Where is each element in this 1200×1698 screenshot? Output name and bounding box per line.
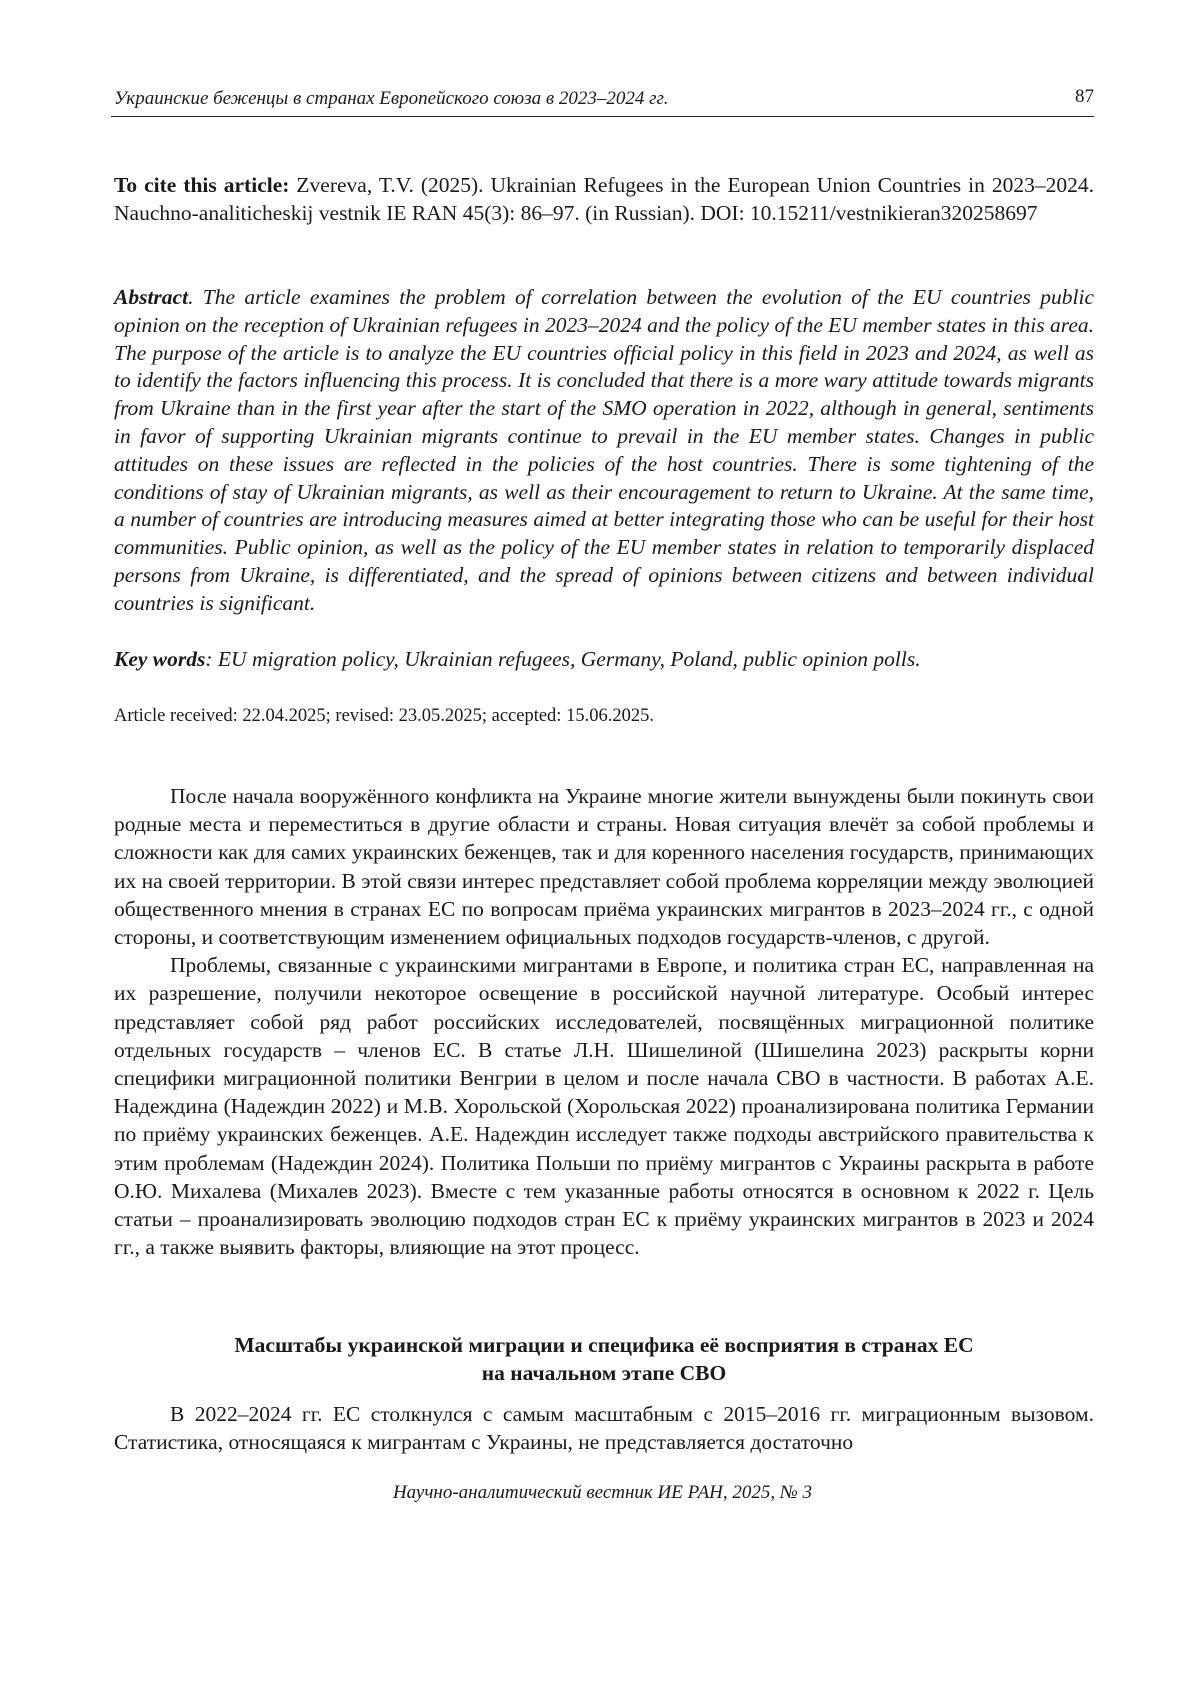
keywords-label: Key words xyxy=(114,647,206,671)
abstract-text: . The article examines the problem of correlation between the evolution of the EU countries public opinion on the reception of Ukrainian refugees in 2023–2024 and the policy of the EU member states in this area. The purpose of the article is to analyze the EU countries official policy in this field in 2023 and 2024, as well as to identify the factors influencing this process. It is concluded that there is a more wary attitude towards migrants from Ukraine than in the first year after the start of the SMO operation in 2022, although in general, sentiments in favor of supporting Ukrainian migrants continue to prevail in the EU member states. Changes in public attitudes on these issues are reflected in the policies of the host countries. There is some tightening of the conditions of stay of Ukrainian migrants, as well as their encouragement to return to Ukraine. At the same time, a number of countries are introducing measures aimed at better integrating those who can be useful for their host communities. Public opinion, as well as the policy of the EU member states in relation to temporarily displaced persons from Ukraine, is differentiated, and the spread of opinions between citizens and between individual countries is significant. xyxy=(114,285,1094,615)
citation-block xyxy=(114,171,1094,227)
section-heading xyxy=(114,1331,1094,1387)
citation-text: Zvereva, T.V. (2025). Ukrainian Refugees in the European Union Countries in 2023–2024. Nauchno-analiticheskij vestnik IE RAN 45(3): 86–97. (in Russian). DOI: 10.15211/vestnikieran320258697 xyxy=(114,173,1095,225)
keywords-block xyxy=(114,645,1094,673)
article-received-dates: Article received: 22.04.2025; revised: 23.05.2025; accepted: 15.06.2025. xyxy=(114,706,654,726)
abstract-block xyxy=(114,284,1094,618)
body-paragraph-1: После начала вооружённого конфликта на Украине многие жители вынуждены были покинуть свои родные места и переместиться в другие области и страны. Новая ситуация влечёт за собой проблемы и сложности как для самих украинских беженцев, так и для коренного населения государств, принимающих их на своей территории. В этой связи интерес представляет собой проблема корреляции между эволюцией общественного мнения в странах ЕС по вопросам приёма украинских мигрантов в 2023–2024 гг., с одной стороны, и соответствующим изменением официальных подходов государств-членов, с другой. xyxy=(114,784,1094,950)
page-number: 87 xyxy=(1075,86,1094,107)
journal-footer: Научно-аналитический вестник ИЕ РАН, 2025, № 3 xyxy=(392,1482,813,1503)
body-paragraph-2: Проблемы, связанные с украинскими мигрантами в Европе, и политика стран ЕС, направленная на их разрешение, получили некоторое освещение в российской научной литературе. Особый интерес представляет собой ряд работ российских исследователей, посвящённых миграционной политике отдельных государств – членов ЕС. В статье Л.Н. Шишелиной (Шишелина 2023) раскрыты корни специфики миграционной политики Венгрии в целом и после начала СВО в частности. В работах А.Е. Надеждина (Надеждин 2022) и М.В. Хорольской (Хорольская 2022) проанализирована политика Германии по приёму украинских беженцев. А.Е. Надеждин исследует также подходы австрийского правительства к этим проблемам (Надеждин 2024). Политика Польши по приёму мигрантов с Украины раскрыта в работе О.Ю. Михалева (Михалев 2023). Вместе с тем указанные работы относятся в основном к 2022 г. Цель статьи – проанализировать эволюцию подходов стран ЕС к приёму украинских мигрантов в 2023 и 2024 гг., а также выявить факторы, влияющие на этот процесс. xyxy=(114,953,1094,1260)
abstract-label: Abstract xyxy=(114,285,189,309)
running-header xyxy=(111,84,1094,117)
section-heading-line-2: на начальном этапе СВО xyxy=(481,1361,727,1385)
running-title: Украинские беженцы в странах Европейского союза в 2023–2024 гг. xyxy=(114,88,669,109)
keywords-text: : EU migration policy, Ukrainian refugees, Germany, Poland, public opinion polls. xyxy=(205,647,921,671)
citation-label: To cite this article: xyxy=(114,173,290,197)
body-text xyxy=(114,782,1094,1261)
section-heading-line-1: Масштабы украинской миграции и специфика её восприятия в странах ЕС xyxy=(234,1333,974,1357)
section-paragraph-1: В 2022–2024 гг. ЕС столкнулся с самым масштабным с 2015–2016 гг. миграционным вызовом. Статистика, относящаяся к мигрантам с Украины, не представляется достаточно xyxy=(114,1402,1094,1454)
journal-page xyxy=(111,0,1094,1698)
section-body xyxy=(114,1400,1094,1456)
